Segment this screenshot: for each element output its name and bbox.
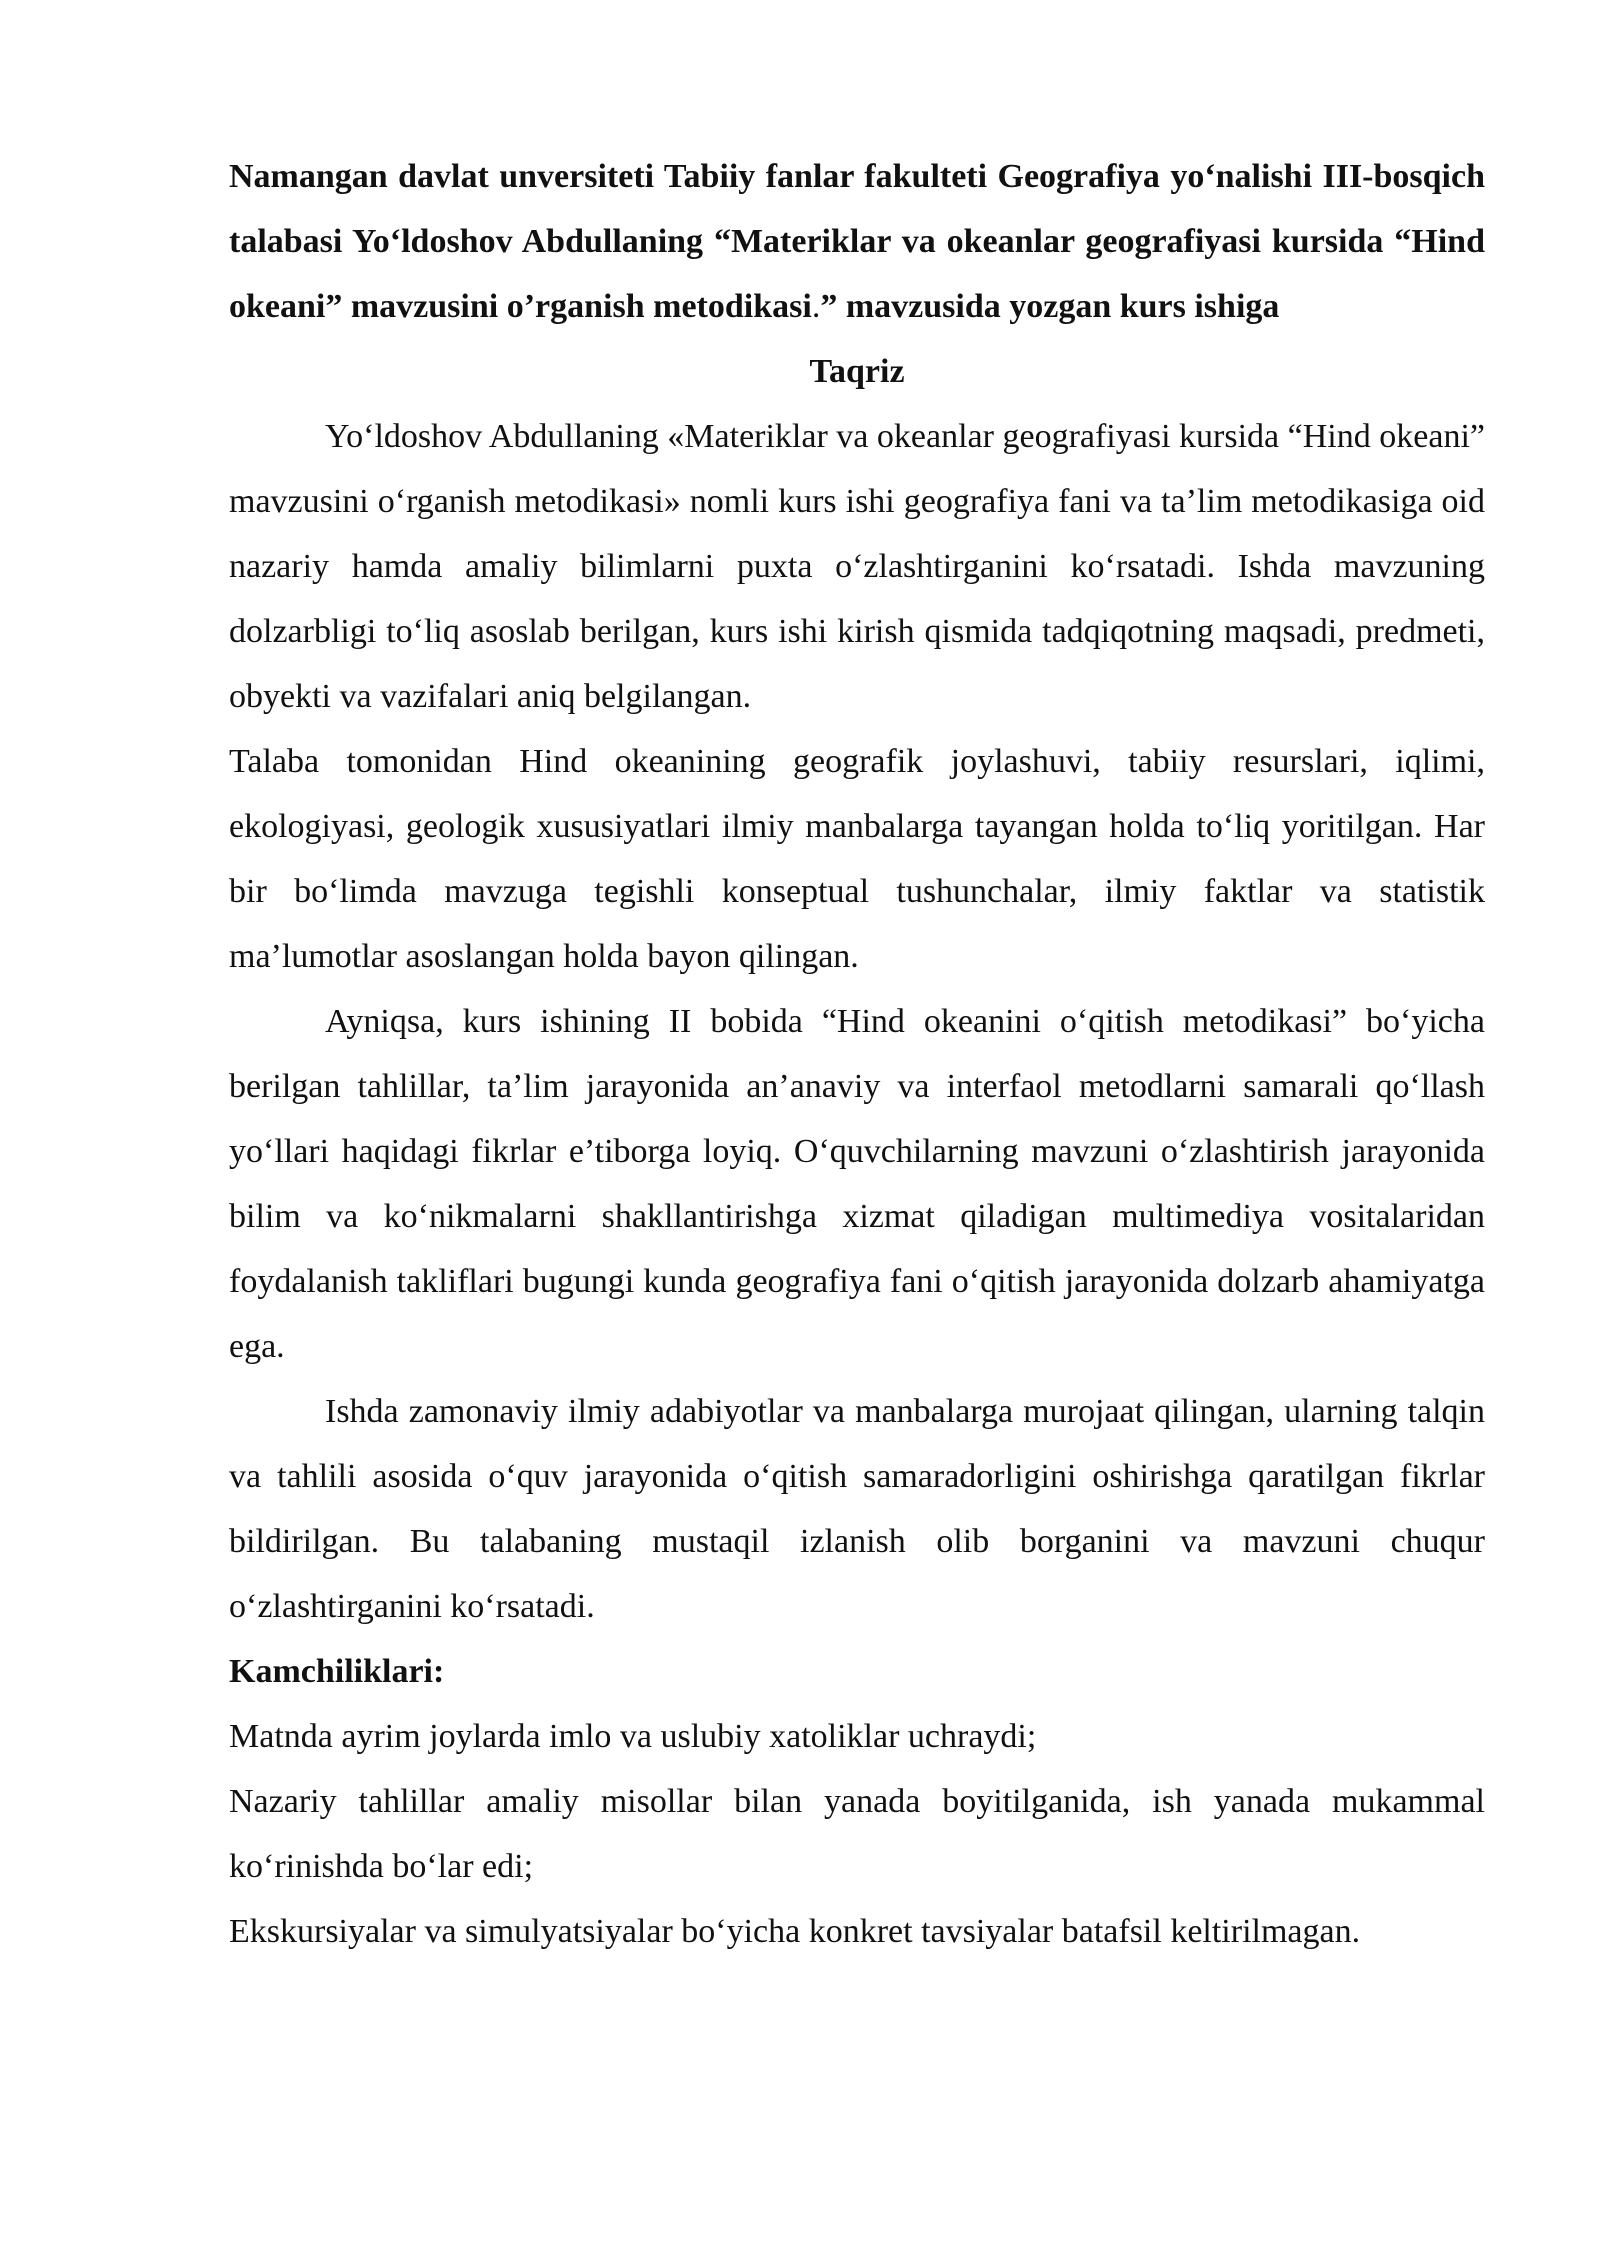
shortcoming-item: Matnda ayrim joylarda imlo va uslubiy xatoliklar uchraydi;	[229, 1718, 1037, 1755]
document-body	[229, 144, 1485, 1964]
shortcomings-title: Kamchiliklari:	[229, 1653, 445, 1690]
document-heading	[229, 144, 1485, 339]
heading-text-end: ” mavzusida yozgan kurs ishiga	[820, 288, 1280, 325]
heading-dot: .	[811, 288, 821, 325]
paragraph-intro: Yo‘ldoshov Abdullaning «Materiklar va okeanlar geografiyasi kursida “Hind okeani” mavzusini o‘rganish metodikasi» nomli kurs ishi geografiya fani va ta’lim metodikasiga oid nazariy hamda amaliy bilimlarni puxta o‘zlashtirganini ko‘rsatadi. Ishda mavzuning dolzarbligi to‘liq asoslab berilgan, kurs ishi kirish qismida tadqiqotning maqsadi, predmeti, obyekti va vazifalari aniq belgilangan.	[229, 418, 1485, 715]
paragraph-chapter-two: Ayniqsa, kurs ishining II bobida “Hind okeanini o‘qitish metodikasi” bo‘yicha berilgan tahlillar, ta’lim jarayonida an’anaviy va interfaol metodlarni samarali qo‘llash yo‘llari haqidagi fikrlar e’tiborga loyiq. O‘quvchilarning mavzuni o‘zlashtirish jarayonida bilim va ko‘nikmalarni shakllantirishga xizmat qiladigan multimediya vositalaridan foydalanish takliflari bugungi kunda geografiya fani o‘qitish jarayonida dolzarb ahamiyatga ega.	[229, 1003, 1485, 1365]
heading-text: Namangan davlat unversiteti Tabiiy fanlar fakulteti Geografiya yo‘nalishi III-bosqich talabasi Yo‘ldoshov Abdullaning “Materiklar va okeanlar geografiyasi kursida “Hind okeani” mavzusini o’rganish metodikasi	[229, 158, 1485, 325]
paragraph-coverage: Talaba tomonidan Hind okeanining geografik joylashuvi, tabiiy resurslari, iqlimi, ekologiyasi, geologik xususiyatlari ilmiy manbalarga tayangan holda to‘liq yoritilgan. Har bir bo‘limda mavzuga tegishli konseptual tushunchalar, ilmiy faktlar va statistik ma’lumotlar asoslangan holda bayon qilingan.	[229, 743, 1485, 975]
shortcoming-item: Nazariy tahlillar amaliy misollar bilan yanada boyitilganida, ish yanada mukammal ko‘rinishda bo‘lar edi;	[229, 1783, 1485, 1885]
paragraph-sources: Ishda zamonaviy ilmiy adabiyotlar va manbalarga murojaat qilingan, ularning talqin va tahlili asosida o‘quv jarayonida o‘qitish samaradorligini oshirishga qaratilgan fikrlar bildirilgan. Bu talabaning mustaqil izlanish olib borganini va mavzuni chuqur o‘zlashtirganini ko‘rsatadi.	[229, 1393, 1485, 1625]
shortcoming-item: Ekskursiyalar va simulyatsiyalar bo‘yicha konkret tavsiyalar batafsil keltirilmagan.	[229, 1913, 1361, 1950]
document-title: Taqriz	[809, 353, 905, 390]
